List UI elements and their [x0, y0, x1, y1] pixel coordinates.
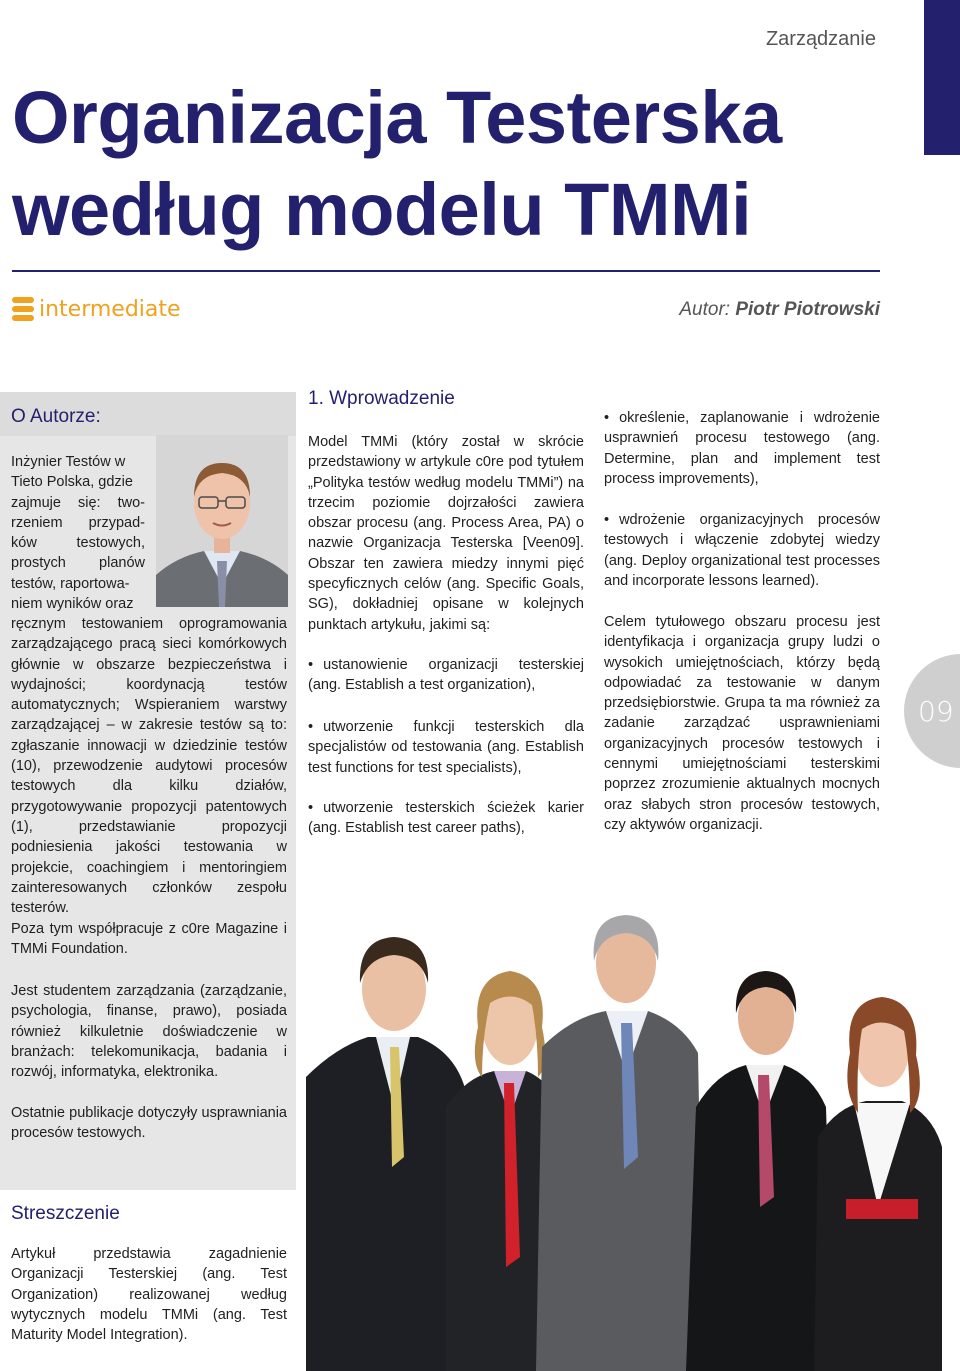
- about-title: O Autorze:: [11, 406, 101, 427]
- about-bio-short: [11, 452, 145, 614]
- team-photo: [306, 877, 942, 1371]
- level-bars-icon: [12, 297, 34, 321]
- bio-line: testów, raportowa-: [11, 575, 130, 592]
- about-bio-long: ręcznym testowaniem oprogramowania zarządzającego pracą sieci komórkowych głównie w obszarze bezpieczeństwa i wydajności; koordynacją testów automatycznych; Wspieraniem warstwy zarządzającej – w zakresie testów są to: zgłaszanie innowacji w dziedzinie testów (10), przewodzenie audytowi procesów testowych dla kilku działów, przygotowywanie propozycji patentowych (1), przedstawianie propozycji podniesienia jakości testowania w projekcie, coachingiem i mentoringiem zainteresowanych członków zespołu testerów.: [11, 616, 287, 917]
- author-name: Piotr Piotrowski: [735, 299, 880, 320]
- page-number: 09: [918, 695, 954, 728]
- bio-line: ków testowych,: [11, 535, 145, 552]
- goal-item: • ustanowienie organizacji testerskiej (ang. Establish a test organization),: [308, 655, 584, 696]
- bio-line: zajmuje się: two-: [11, 494, 145, 511]
- about-cooperation: Poza tym współpracuje z c0re Magazine i TMMi Foundation.: [11, 921, 287, 958]
- bio-line: niem wyników oraz: [11, 596, 134, 613]
- bio-line: Tieto Polska, gdzie: [11, 474, 133, 491]
- team-illustration: [306, 877, 942, 1371]
- title-divider: [12, 270, 880, 272]
- author-prefix: Autor:: [679, 299, 736, 320]
- bio-line: Inżynier Testów w: [11, 454, 126, 470]
- goal-item: • utworzenie funkcji testerskich dla specjalistów od testowania (ang. Establish test functions for test specialists),: [308, 717, 584, 778]
- author-line: [679, 299, 880, 321]
- side-tab: [924, 0, 960, 155]
- article-title: [12, 72, 892, 256]
- level-badge: [12, 294, 181, 324]
- intro-heading: 1. Wprowadzenie: [308, 388, 455, 409]
- goal-item: • wdrożenie organizacyjnych procesów testowych i włączenie zdobytej wiedzy (ang. Deploy organizational test processes and incorporate lessons learned).: [604, 510, 880, 591]
- summary-title: Streszczenie: [11, 1203, 120, 1224]
- section-label: Zarządzanie: [765, 28, 876, 50]
- author-portrait: [156, 435, 288, 607]
- summary-text: Artykuł przedstawia zagadnienie Organizacji Testerskiej (ang. Test Organization) realizowanej według wytycznych modelu TMMi (ang. Test Maturity Model Integration).: [11, 1246, 287, 1344]
- title-line-2: według modelu TMMi: [12, 168, 752, 251]
- bio-line: prostych planów: [11, 555, 145, 572]
- goal-item: • utworzenie testerskich ścieżek karier (ang. Establish test career paths),: [308, 798, 584, 839]
- about-publications: Ostatnie publikacje dotyczyły usprawniania procesów testowych.: [11, 1105, 287, 1142]
- author-photo: [156, 435, 288, 607]
- about-education: Jest studentem zarządzania (zarządzanie, psychologia, finanse, prawo), posiada również kilkuletnie doświadczenie w branżach: telekomunikacja, badania i rozwój, informatyka, elektronika.: [11, 983, 287, 1081]
- bio-line: rzeniem przypad-: [11, 514, 145, 531]
- intro-paragraph: Model TMMi (który został w skrócie przedstawiony w artykule c0re pod tytułem „Polityka testów według modelu TMMi”) na trzecim poziomie dojrzałości zawiera obszar procesu (ang. Process Area, PA) o nazwie Organizacja Testerska [Veen09]. Obszar ten zawiera miedzy innymi pięć specyficznych celów (ang. Specific Goals, SG), dokładniej opisane w kolejnych punktach artykułu, jakimi są:: [308, 434, 584, 633]
- goal-item: • określenie, zaplanowanie i wdrożenie usprawnień procesu testowego (ang. Determine, plan and implement test process improvements),: [604, 408, 880, 489]
- purpose-paragraph: Celem tytułowego obszaru procesu jest identyfikacja i organizacja grupy ludzi o wysokich umiejętnościach, którzy będą odpowiadać za testowanie w danym przedsiębiorstwie. Grupa ta ma również za zadanie zarządzać usprawnieniami organizacyjnych procesów testowych i cennymi umiejętnościami testerskimi poprzez zrozumienie aktualnych mocnych oraz słabych stron procesów testowych, czy aktywów organizacji.: [604, 614, 880, 833]
- level-label: intermediate: [39, 296, 181, 322]
- title-line-1: Organizacja Testerska: [12, 76, 782, 159]
